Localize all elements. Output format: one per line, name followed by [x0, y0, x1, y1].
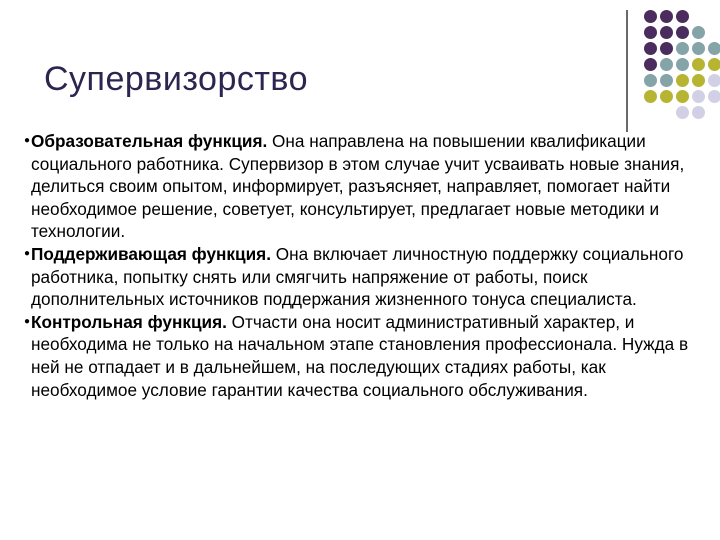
- decor-dot: [660, 58, 673, 71]
- decor-dot: [676, 106, 689, 119]
- decor-dot: [676, 26, 689, 39]
- paragraph-lead: Поддерживающая функция.: [31, 243, 271, 264]
- decor-dot: [708, 90, 720, 103]
- paragraph-lead: Контрольная функция.: [31, 311, 227, 332]
- paragraph-control: ● Контрольная функция. Отчасти она носит административный характер, и необходима не только на начальном этапе становления профессионала. Нужда в ней не отпадает и в дальнейшем, на последующих стадиях работы, как необходимое условие гарантии качества социального обслуживания.: [24, 311, 689, 400]
- decor-dot: [708, 42, 720, 55]
- paragraph-supportive: ● Поддерживающая функция. Она включает личностную поддержку социального работника, попытку снять или смягчить напряжение от работы, поиск дополнительных источников поддержания жизненного тонуса специалиста.: [24, 243, 684, 310]
- decor-dot: [644, 74, 657, 87]
- paragraph-lead: Образовательная функция.: [31, 131, 268, 151]
- paragraph-text: Она направлена на повышении квалификации социального работника. Супервизор в этом случае учит усваивать новые знания, делиться своим опытом, информирует, разъясняет, направляет, помогает найти необходимое решение, советует, консультирует, предлагает новые методики и технологии.: [31, 131, 685, 242]
- decor-dot: [676, 74, 689, 87]
- paragraph-educational: ● Образовательная функция. Она направлена на повышении квалификации социального работника. Супервизор в этом случае учит усваивать новые знания, делиться своим опытом, информирует, разъясняет, направляет, помогает найти необходимое решение, советует, консультирует, предлагает новые методики и технологии.: [24, 131, 685, 242]
- decor-dot: [644, 58, 657, 71]
- slide-title: Супервизорство: [44, 60, 309, 98]
- decor-dot: [644, 26, 657, 39]
- decorative-dot-grid: [637, 10, 717, 110]
- decor-dot: [676, 42, 689, 55]
- decor-dot: [692, 42, 705, 55]
- decor-dot: [660, 10, 673, 23]
- paragraph-text: Она включает личностную поддержку социального работника, попытку снять или смягчить напряжение от работы, поиск дополнительных источников поддержания жизненного тонуса специалиста.: [31, 243, 684, 310]
- decor-dot: [660, 42, 673, 55]
- decor-dot: [692, 74, 705, 87]
- decor-dot: [660, 90, 673, 103]
- slide-body: [26, 130, 710, 401]
- decor-dot: [676, 58, 689, 71]
- decor-dot: [644, 90, 657, 103]
- decor-dot: [692, 106, 705, 119]
- paragraph-text: Отчасти она носит административный характер, и необходима не только на начальном этапе становления профессионала. Нужда в ней не отпадает и в дальнейшем, на последующих стадиях работы, как необходимое условие гарантии качества социального обслуживания.: [31, 311, 689, 400]
- decor-dot: [692, 26, 705, 39]
- decor-dot: [660, 26, 673, 39]
- decor-dot: [644, 42, 657, 55]
- decor-dot: [708, 74, 720, 87]
- decor-dot: [660, 74, 673, 87]
- decor-dot: [676, 10, 689, 23]
- decor-dot: [644, 10, 657, 23]
- decor-dot: [708, 58, 720, 71]
- decor-dot: [676, 90, 689, 103]
- decor-dot: [692, 58, 705, 71]
- decor-dot: [692, 90, 705, 103]
- vertical-divider-line: [626, 10, 628, 132]
